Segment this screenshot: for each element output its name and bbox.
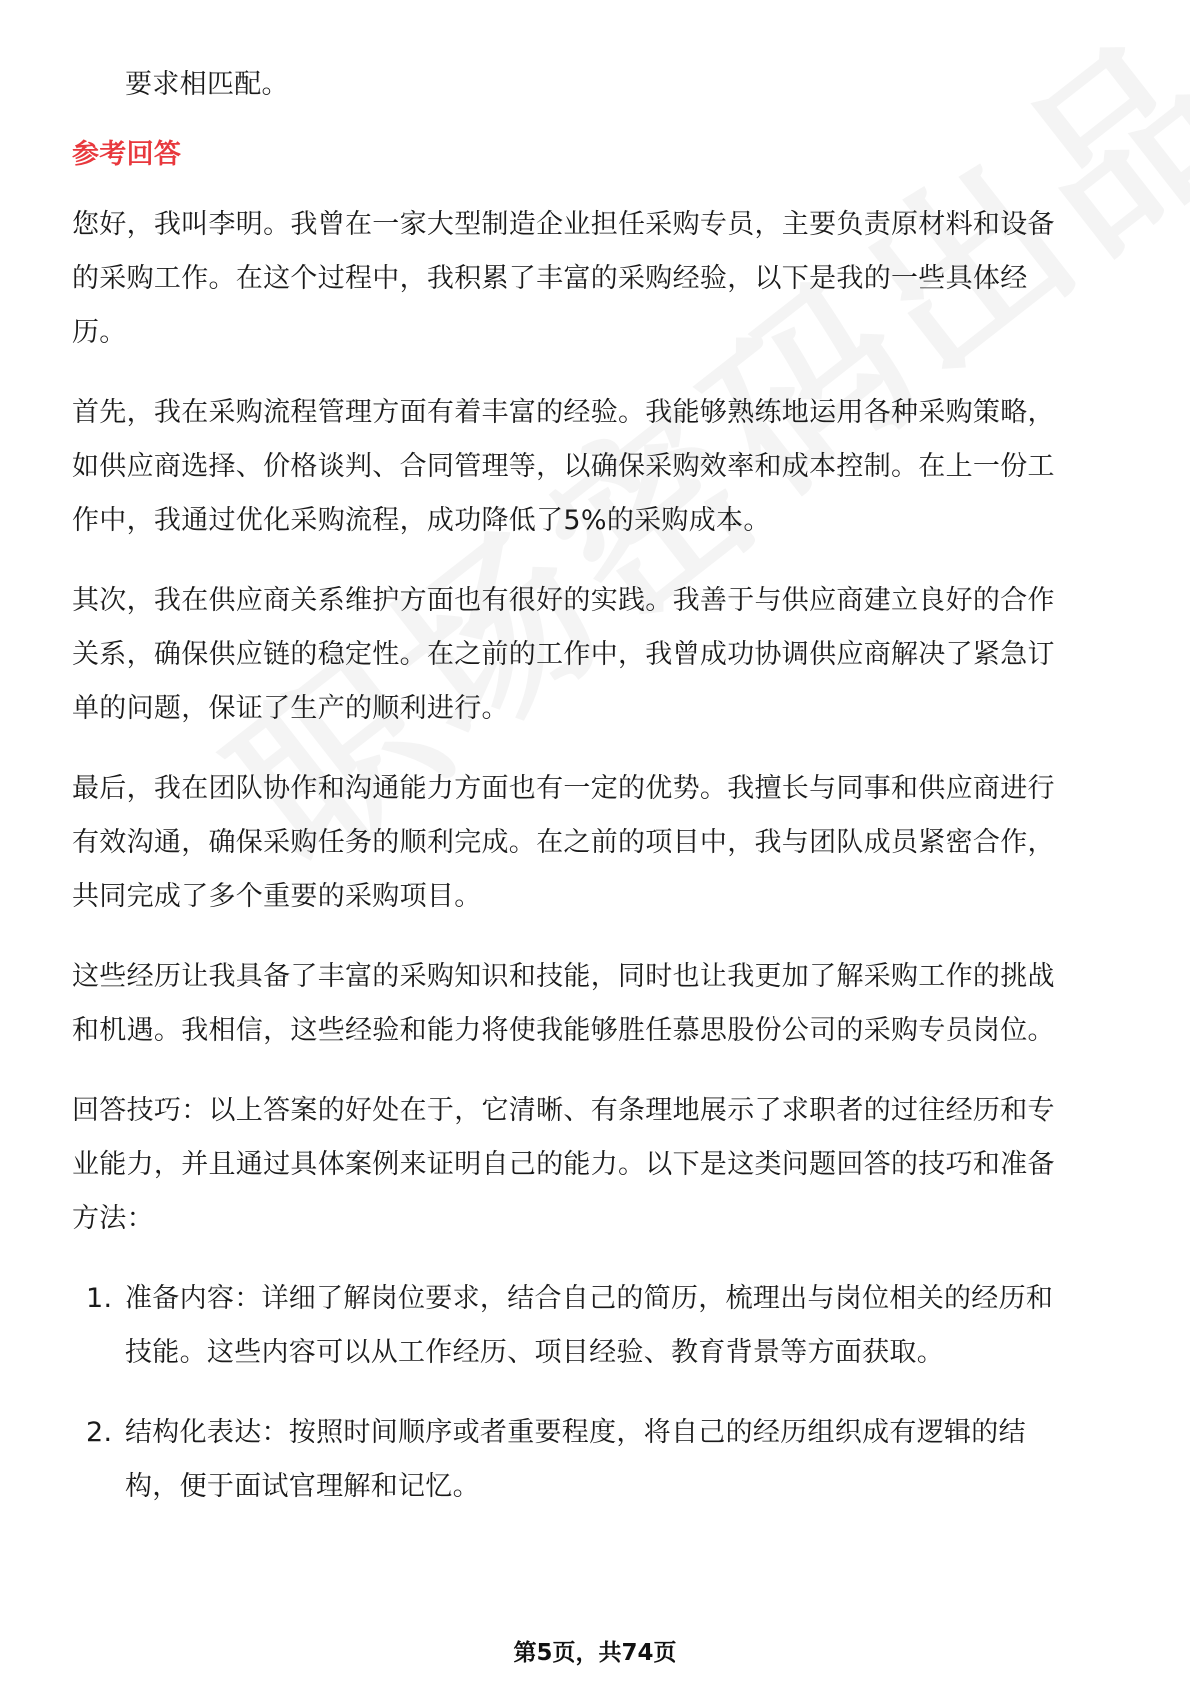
text-line: 要求相匹配。 [125,69,289,100]
list-item-text: 技能。这些内容可以从工作经历、项目经验、教育背景等方面获取。 [125,1337,944,1368]
text-line: 历。 [72,317,127,348]
text-line: 最后，我在团队协作和沟通能力方面也有一定的优势。我擅长与同事和供应商进行 [72,773,1055,804]
text-line: 方法： [72,1203,154,1234]
text-line: 首先，我在采购流程管理方面有着丰富的经验。我能够熟练地运用各种采购策略， [72,397,1055,428]
text-line: 有效沟通，确保采购任务的顺利完成。在之前的项目中，我与团队成员紧密合作， [72,827,1055,858]
text-line: 和机遇。我相信，这些经验和能力将使我能够胜任慕思股份公司的采购专员岗位。 [72,1015,1055,1046]
list-item-text: 结构化表达：按照时间顺序或者重要程度，将自己的经历组织成有逻辑的结 [125,1417,1026,1448]
section-heading: 参考回答 [72,139,182,170]
text-line: 如供应商选择、价格谈判、合同管理等，以确保采购效率和成本控制。在上一份工 [72,451,1055,482]
text-line: 共同完成了多个重要的采购项目。 [72,881,482,912]
text-line: 单的问题，保证了生产的顺利进行。 [72,693,509,724]
text-line: 关系，确保供应链的稳定性。在之前的工作中，我曾成功协调供应商解决了紧急订 [72,639,1055,670]
list-number: 1. [86,1283,113,1314]
text-line: 回答技巧：以上答案的好处在于，它清晰、有条理地展示了求职者的过往经历和专 [72,1095,1055,1126]
text-line: 的采购工作。在这个过程中，我积累了丰富的采购经验，以下是我的一些具体经 [72,263,1028,294]
text-line: 其次，我在供应商关系维护方面也有很好的实践。我善于与供应商建立良好的合作 [72,585,1055,616]
list-item-text: 构，便于面试官理解和记忆。 [125,1471,480,1502]
list-number: 2. [86,1417,113,1448]
text-line: 业能力，并且通过具体案例来证明自己的能力。以下是这类问题回答的技巧和准备 [72,1149,1055,1180]
page-footer: 第5页，共74页 [513,1640,677,1666]
text-line: 您好，我叫李明。我曾在一家大型制造企业担任采购专员，主要负责原材料和设备 [72,209,1055,240]
list-item-text: 准备内容：详细了解岗位要求，结合自己的简历，梳理出与岗位相关的经历和 [125,1283,1054,1314]
text-line: 作中，我通过优化采购流程，成功降低了5%的采购成本。 [72,505,771,536]
text-line: 这些经历让我具备了丰富的采购知识和技能，同时也让我更加了解采购工作的挑战 [72,961,1055,992]
